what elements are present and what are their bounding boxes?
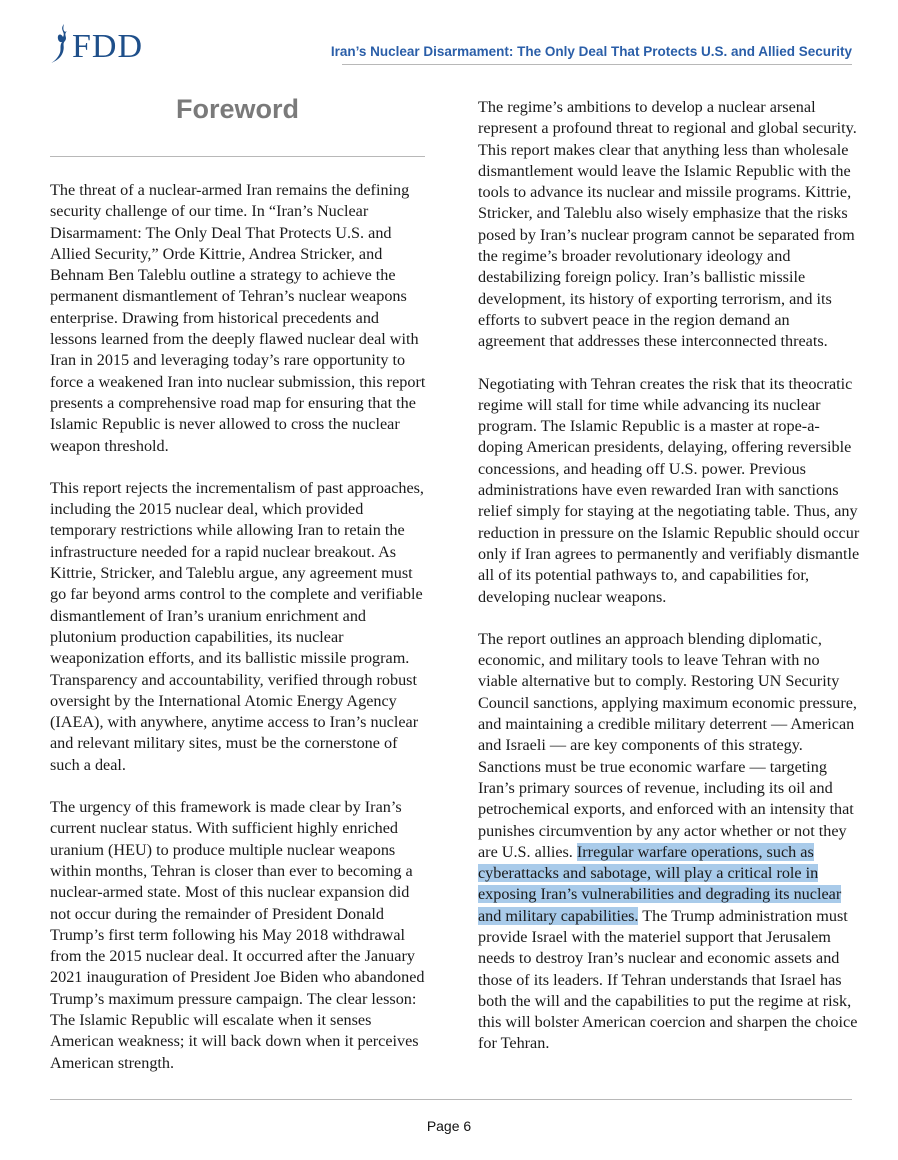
paragraph: The urgency of this framework is made clear by Iran’s current nuclear status. With sufficient highly enriched uranium (HEU) to produce multiple nuclear weapons within months, Tehran is closer than ever to becoming a nuclear-armed state. Most of this nuclear expansion did not occur during the remainder of President Donald Trump’s first term following his May 2018 withdrawal from the 2015 nuclear deal. It occurred after the January 2021 inauguration of President Joe Biden who abandoned Trump’s maximum pressure campaign. The clear lesson: The Islamic Republic will escalate when it senses American weakness; it will back down when it perceives American strength. [50, 798, 425, 1072]
paragraph: Negotiating with Tehran creates the risk that its theocratic regime will stall for time while advancing its nuclear program. The Islamic Republic is a master at rope-a-doping American presidents, delaying, offering reversible concessions, and heading off U.S. power. Previous administrations have even rewarded Iran with sanctions relief simply for staying at the negotiating table. Thus, any reduction in pressure on the Islamic Republic should occur only if Iran agrees to permanently and verifiably dismantle all of its potential pathways to, and capabilities for, developing nuclear weapons. [478, 374, 860, 606]
logo-text: FDD [72, 28, 144, 65]
report-title: Iran’s Nuclear Disarmament: The Only Deal That Protects U.S. and Allied Security [330, 44, 852, 59]
paragraph: The regime’s ambitions to develop a nuclear arsenal represent a profound threat to regional and global security. This report makes clear that anything less than wholesale dismantlement would leave the Islamic Republic with the tools to advance its nuclear and missile programs. Kittrie, Stricker, and Taleblu also wisely emphasize that the risks posed by Iran’s nuclear program cannot be separated from the regime’s broader revolutionary ideology and destabilizing foreign policy. Iran’s ballistic missile development, its history of exporting terrorism, and its efforts to subvert peace in the region demand an agreement that addresses these interconnected threats. [478, 98, 857, 351]
paragraph: This report rejects the incrementalism of past approaches, including the 2015 nuclear deal, which provided temporary restrictions while allowing Iran to retain the infrastructure needed for a rapid nuclear breakout. As Kittrie, Stricker, and Taleblu argue, any agreement must go far beyond arms control to the complete and verifiable dismantlement of Iran’s uranium enrichment and plutonium production capabilities, its nuclear weaponization efforts, and its ballistic missile program. Transparency and accountability, verified through robust oversight by the International Atomic Energy Agency (IAEA), with anywhere, anytime access to Iran’s nuclear and relevant military sites, must be the cornerstone of such a deal. [50, 478, 424, 774]
section-divider [50, 156, 425, 157]
page-number: Page 6 [426, 1118, 472, 1134]
footer-divider [50, 1099, 852, 1100]
header-divider [342, 64, 852, 65]
paragraph: The threat of a nuclear-armed Iran remains the defining security challenge of our time. In “Iran’s Nuclear Disarmament: The Only Deal That Protects U.S. and Allied Security,” Orde Kittrie, Andrea Stricker, and Behnam Ben Taleblu outline a strategy to achieve the permanent dismantlement of Tehran’s nuclear weapons enterprise. Drawing from historical precedents and lessons learned from the deeply flawed nuclear deal with Iran in 2015 and leveraging today’s rare opportunity to force a weakened Iran into nuclear submission, this report presents a comprehensive road map for ensuring that the Islamic Republic is never allowed to cross the nuclear weapon threshold. [50, 181, 426, 455]
flame-icon [50, 22, 72, 64]
paragraph-text: The report outlines an approach blending diplomatic, economic, and military tools to leave Tehran with no viable alternative but to comply. Restoring UN Security Council sanctions, applying maximum economic pressure, and maintaining a credible military deterrent — American and Israeli — are key components of this strategy. Sanctions must be true economic warfare — targeting Iran’s primary sources of revenue, including its oil and petrochemical exports, and enforced with an intensity that punishes circumvention by any actor whether or not they are U.S. allies. [478, 629, 857, 861]
paragraph [478, 629, 860, 1055]
fdd-logo [50, 22, 143, 64]
section-title: Foreword [175, 94, 299, 124]
paragraph-text: The Trump administration must provide Israel with the materiel support that Jerusalem needs to destroy Iran’s nuclear and economic assets and those of its leaders. If Tehran understands that Israel has both the will and the capabilities to put the regime at risk, this will bolster American coercion and sharpen the choice for Tehran. [478, 906, 858, 1053]
right-column [478, 97, 860, 1076]
left-column [50, 180, 428, 1095]
highlighted-text[interactable]: Irregular warfare operations, such as cyberattacks and sabotage, will play a critical role in exposing Iran’s vulnerabilities and degrading its nuclear and military capabilities. [478, 842, 842, 925]
